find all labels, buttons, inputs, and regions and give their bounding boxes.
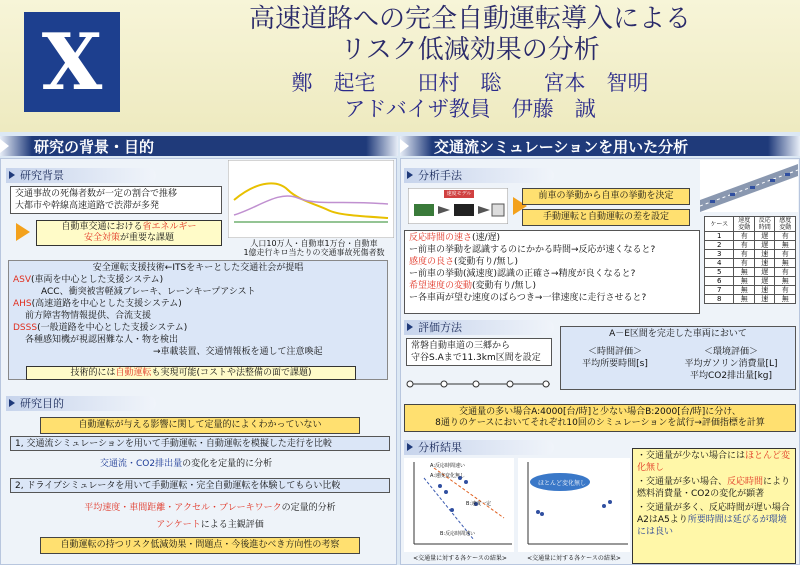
table-cell: 無 <box>734 286 755 295</box>
table-cell: 遅 <box>754 277 775 286</box>
authors: 鄭 起宅 田村 聡 宮本 智明 アドバイザ教員 伊藤 誠 <box>291 71 649 121</box>
table-row <box>705 232 796 241</box>
route-point-d <box>507 381 513 387</box>
table-row <box>705 250 796 259</box>
table-cell: 3 <box>705 250 734 259</box>
chart1-caption: <交通量に対する各ケースの結果> <box>413 555 507 562</box>
issue-box: 自動車交通における省エネルギー 安全対策が重要な課題 <box>36 220 222 246</box>
route-point-a <box>407 381 413 387</box>
table-cell: 有 <box>775 286 796 295</box>
chart1-note-4: B:反応時間速い <box>440 531 476 537</box>
table-cell: 8 <box>705 295 734 304</box>
table-cell: 遅 <box>754 241 775 250</box>
table-cell: 速 <box>754 250 775 259</box>
table-cell: 無 <box>775 259 796 268</box>
case-table <box>704 216 796 304</box>
table-row <box>705 259 796 268</box>
chevron-icon <box>0 139 9 153</box>
table-cell: 無 <box>775 241 796 250</box>
table-cell: 7 <box>705 286 734 295</box>
subhead-eval: 評価方法 <box>404 320 554 335</box>
table-header: 感度 変動 <box>775 217 796 232</box>
table-cell: 無 <box>775 277 796 286</box>
team-badge: X <box>24 12 120 112</box>
result-chart-2 <box>518 458 630 552</box>
param-box: 反応時間の速さ(速/遅) ー前車の挙動を認識するのにかかる時間→反応が速くなると? 感度の良さ(変動有り/無し) ー前車の挙動(減速度)認識の正確さ→精度が良くなると? 希望速度の変動(変動有り/無し) ー各車両が望む速度のばらつき→一律速度に走行させると? <box>404 230 700 314</box>
method-box-2: 手動運転と自動運転の差を設定 <box>522 209 690 226</box>
eval-box: A－E区間を完走した車両において ＜時間評価＞ 平均所要時間[s] ＜環境評価＞ 平均ガソリン消費量[L] 平均CO2排出量[kg] <box>560 326 796 390</box>
chart1-note-3: B:速度一定 <box>466 501 492 507</box>
table-row <box>705 277 796 286</box>
tech-note: 技術的には自動運転も実現可能(コストや法整備の面で課題) <box>26 366 356 380</box>
table-header: ケース <box>705 217 734 232</box>
table-cell: 4 <box>705 259 734 268</box>
table-cell: 無 <box>775 295 796 304</box>
table-cell: 5 <box>705 268 734 277</box>
poster-title: 高速道路への完全自動運転導入による リスク低減効果の分析 <box>248 4 691 65</box>
table-cell: 有 <box>734 232 755 241</box>
table-cell: 2 <box>705 241 734 250</box>
route-point-b <box>441 381 447 387</box>
conclusion-box: ・交通量が少ない場合にはほとんど変化無し ・交通量が多い場合、反応時間により燃料消費量・CO2の変化が顕著 ・交通量が多く、反応時間が遅い場合A2はA5より所要時間は延びるが環境には良い <box>632 448 796 564</box>
method-box-1: 前車の挙動から自車の挙動を決定 <box>522 188 690 205</box>
section-header-simulation: 交通流シミュレーションを用いた分析 <box>400 136 800 156</box>
chart1-note-2: A:速度変化無し <box>430 473 466 479</box>
table-cell: 速 <box>754 295 775 304</box>
accident-box: 交通事故の死傷者数が一定の割合で推移 大都市や幹線高速道路で渋滞が多発 <box>10 186 222 214</box>
its-box: 安全運転支援技術←ITSをキーとした交通社会が提唱 ASV(車両を中心とした支援システム) ACC、衝突被害軽減ブレーキ、レーンキープアシスト AHS(高速道路を中心とした支援システム) 前方障害物情報提供、合流支援 DSSS(一般道路を中心とした支援システム) 各種感知機が視認困難な人・物を検出 →車載装置、交通情報板を通して注意喚起 <box>8 260 388 380</box>
accident-trend-chart <box>228 160 394 238</box>
table-cell: 有 <box>734 241 755 250</box>
table-row <box>705 268 796 277</box>
chart2-bubble: ほとんど変化無し <box>537 480 586 487</box>
route-diagram <box>404 372 554 402</box>
table-cell: 1 <box>705 232 734 241</box>
section-header-background: 研究の背景・目的 <box>0 136 398 156</box>
chart1-note-1: A:反応時間速い <box>430 463 466 469</box>
purpose-6: アンケートによる主観評価 <box>156 520 264 530</box>
table-cell: 有 <box>775 250 796 259</box>
subhead-method: 分析手法 <box>404 168 554 183</box>
eval-summary: 交通量の多い場合A:4000[台/時]と少ない場合B:2000[台/時]に分け、 8通りのケースにおいてそれぞれ10回のシミュレーションを試行→評価指標を計算 <box>404 404 796 432</box>
table-cell: 有 <box>734 259 755 268</box>
table-cell: 遅 <box>754 232 775 241</box>
table-cell: 有 <box>734 250 755 259</box>
table-cell: 速 <box>754 286 775 295</box>
table-cell: 有 <box>775 268 796 277</box>
route-point-e <box>543 381 549 387</box>
subhead-purpose: 研究目的 <box>6 396 156 411</box>
table-cell: 有 <box>775 232 796 241</box>
subhead-results: 分析結果 <box>404 440 554 455</box>
chart-caption: 人口10万人・自動車1万台・自動車 1億走行キロ当たりの交通事故死傷者数 <box>243 239 385 257</box>
purpose-5: 平均速度・車間距離・アクセル・ブレーキワークの定量的分析 <box>84 503 336 513</box>
table-header: 速度 変動 <box>734 217 755 232</box>
model-label: 速度モデル <box>446 191 472 197</box>
table-header: 反応 時間 <box>754 217 775 232</box>
chevron-icon <box>400 139 409 153</box>
chart2-caption: <交通量に対する各ケースの結果> <box>527 555 621 562</box>
table-row <box>705 286 796 295</box>
arrow-icon <box>16 223 30 241</box>
table-cell: 速 <box>754 259 775 268</box>
purpose-2: 1, 交通流シミュレーションを用いて手動運転・自動運転を模擬した走行を比較 <box>10 436 390 451</box>
table-row <box>705 295 796 304</box>
route-point-c <box>473 381 479 387</box>
table-cell: 無 <box>734 295 755 304</box>
subhead-background: 研究背景 <box>6 168 156 183</box>
table-row <box>705 241 796 250</box>
route-box: 常磐自動車道の三郷から 守谷S.Aまで11.3km区間を設定 <box>406 338 552 366</box>
purpose-4: 2, ドライブシミュレータを用いて手動運転・完全自動運転を体験してもらい比較 <box>10 478 390 493</box>
table-cell: 6 <box>705 277 734 286</box>
purpose-1: 自動運転が与える影響に関して定量的によくわかっていない <box>40 417 360 434</box>
table-cell: 無 <box>734 277 755 286</box>
highway-image <box>700 160 798 212</box>
table-cell: 無 <box>734 268 755 277</box>
purpose-7: 自動運転の持つリスク低減効果・問題点・今後進むべき方向性の考察 <box>40 537 360 554</box>
purpose-3: 交通流・CO2排出量の変化を定量的に分析 <box>100 459 273 469</box>
table-cell: 遅 <box>754 268 775 277</box>
